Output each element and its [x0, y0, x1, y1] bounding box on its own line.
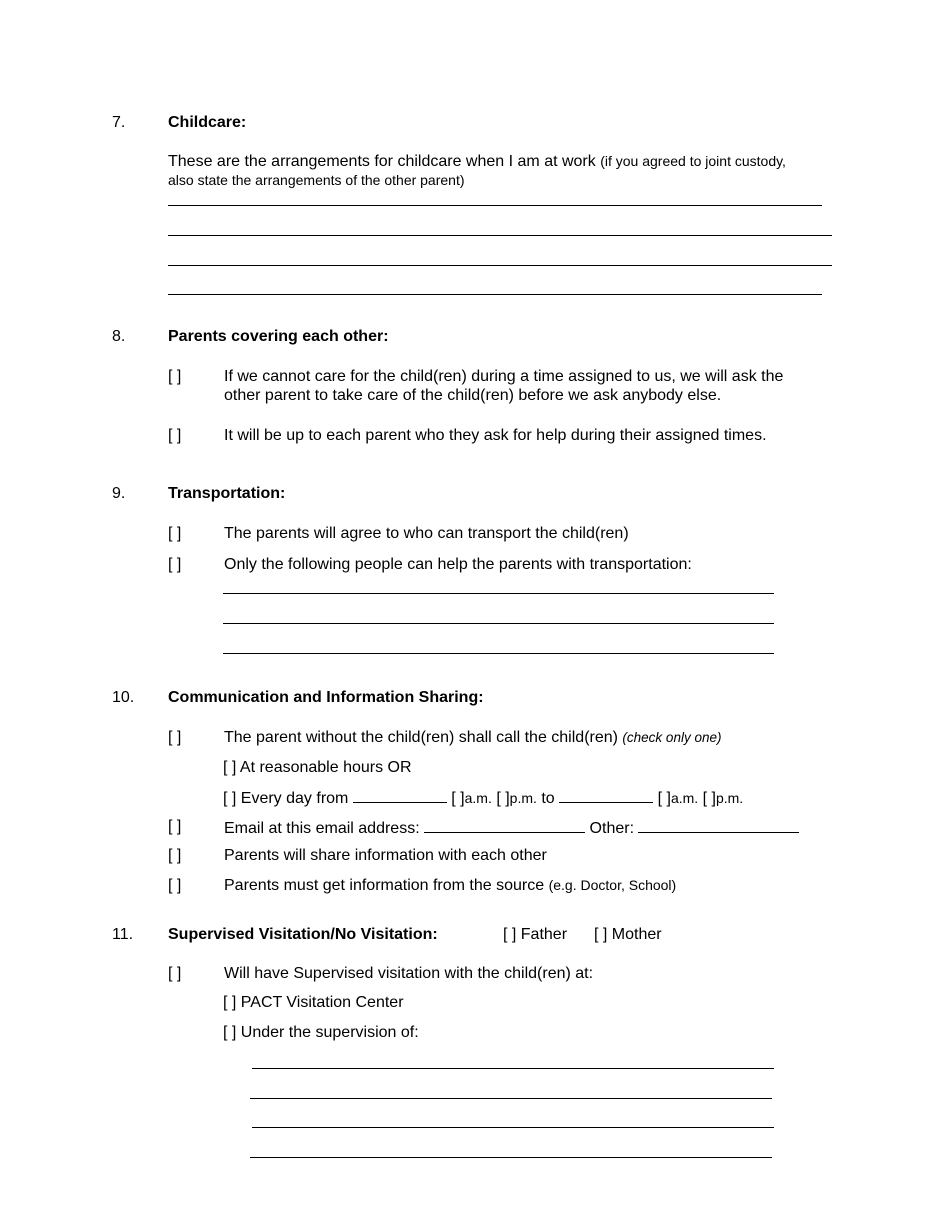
- reasonable-hours-option[interactable]: [ ] At reasonable hours OR: [223, 759, 412, 776]
- transport-blank-line[interactable]: [223, 623, 774, 624]
- childcare-intro-note-cont: also state the arrangements of the other parent): [168, 172, 465, 188]
- covering-option-1-text-cont: other parent to take care of the child(ren) before we ask anybody else.: [224, 387, 722, 404]
- source-note: (e.g. Doctor, School): [548, 877, 677, 893]
- source-row: [224, 876, 676, 895]
- email-checkbox[interactable]: [ ]: [168, 818, 182, 835]
- transport-option-2-checkbox[interactable]: [ ]: [168, 556, 182, 573]
- supervision-blank-line[interactable]: [250, 1098, 772, 1099]
- transport-option-2-text: Only the following people can help the parents with transportation:: [224, 556, 692, 573]
- covering-option-2-checkbox[interactable]: [ ]: [168, 427, 182, 444]
- childcare-blank-line[interactable]: [168, 205, 822, 206]
- section-9-heading: Transportation:: [168, 485, 286, 502]
- section-7-heading: Childcare:: [168, 114, 247, 131]
- call-text: The parent without the child(ren) shall call the child(ren): [224, 729, 618, 746]
- from-pm-checkbox[interactable]: [ ]: [496, 790, 510, 807]
- to-am-checkbox[interactable]: [ ]: [657, 790, 671, 807]
- source-checkbox[interactable]: [ ]: [168, 877, 182, 894]
- to-am-label: a.m.: [670, 790, 699, 806]
- transport-option-1-checkbox[interactable]: [ ]: [168, 525, 182, 542]
- section-11-heading: Supervised Visitation/No Visitation:: [168, 926, 438, 943]
- transport-blank-line[interactable]: [223, 653, 774, 654]
- transport-blank-line[interactable]: [223, 593, 774, 594]
- email-field[interactable]: [424, 817, 585, 833]
- supervision-blank-line[interactable]: [252, 1127, 774, 1128]
- section-8-number: 8.: [112, 328, 126, 345]
- to-time-field[interactable]: [559, 787, 653, 803]
- call-text-row: [224, 728, 721, 747]
- section-7-number: 7.: [112, 114, 126, 131]
- covering-option-1-checkbox[interactable]: [ ]: [168, 368, 182, 385]
- childcare-intro: [168, 152, 786, 171]
- share-checkbox[interactable]: [ ]: [168, 847, 182, 864]
- father-option[interactable]: [ ] Father: [503, 926, 568, 943]
- email-row: [224, 817, 799, 838]
- pact-option[interactable]: [ ] PACT Visitation Center: [223, 994, 404, 1011]
- from-am-checkbox[interactable]: [ ]: [451, 790, 465, 807]
- supervised-checkbox[interactable]: [ ]: [168, 965, 182, 982]
- share-text: Parents will share information with each other: [224, 847, 547, 864]
- mother-option[interactable]: [ ] Mother: [594, 926, 662, 943]
- to-pm-checkbox[interactable]: [ ]: [702, 790, 716, 807]
- to-pm-label: p.m.: [715, 790, 744, 806]
- from-pm-label: p.m.: [509, 790, 537, 806]
- covering-option-1-text: If we cannot care for the child(ren) during a time assigned to us, we will ask the: [224, 368, 784, 385]
- from-am-label: a.m.: [464, 790, 492, 806]
- call-note: (check only one): [622, 730, 722, 745]
- every-day-row: [223, 787, 743, 808]
- section-9-number: 9.: [112, 485, 126, 502]
- supervision-blank-line[interactable]: [252, 1068, 774, 1069]
- from-time-field[interactable]: [353, 787, 447, 803]
- childcare-blank-line[interactable]: [168, 235, 832, 236]
- email-label: Email at this email address:: [224, 820, 420, 837]
- childcare-intro-text: These are the arrangements for childcare when I am at work: [168, 153, 596, 170]
- call-checkbox[interactable]: [ ]: [168, 729, 182, 746]
- childcare-blank-line[interactable]: [168, 265, 832, 266]
- section-10-heading: Communication and Information Sharing:: [168, 689, 484, 706]
- section-10-number: 10.: [112, 689, 135, 706]
- covering-option-2-text: It will be up to each parent who they ask for help during their assigned times.: [224, 427, 767, 444]
- to-label: to: [541, 790, 555, 807]
- supervised-text: Will have Supervised visitation with the child(ren) at:: [224, 965, 594, 982]
- every-day-option[interactable]: [ ] Every day from: [223, 790, 349, 807]
- childcare-blank-line[interactable]: [168, 294, 822, 295]
- supervision-of-option[interactable]: [ ] Under the supervision of:: [223, 1024, 419, 1041]
- transport-option-1-text: The parents will agree to who can transport the child(ren): [224, 525, 629, 542]
- other-field[interactable]: [638, 817, 799, 833]
- section-8-heading: Parents covering each other:: [168, 328, 389, 345]
- source-text: Parents must get information from the source: [224, 877, 545, 894]
- supervision-blank-line[interactable]: [250, 1157, 772, 1158]
- section-11-number: 11.: [112, 926, 134, 943]
- childcare-intro-note: (if you agreed to joint custody,: [600, 153, 786, 169]
- other-label: Other:: [589, 820, 635, 837]
